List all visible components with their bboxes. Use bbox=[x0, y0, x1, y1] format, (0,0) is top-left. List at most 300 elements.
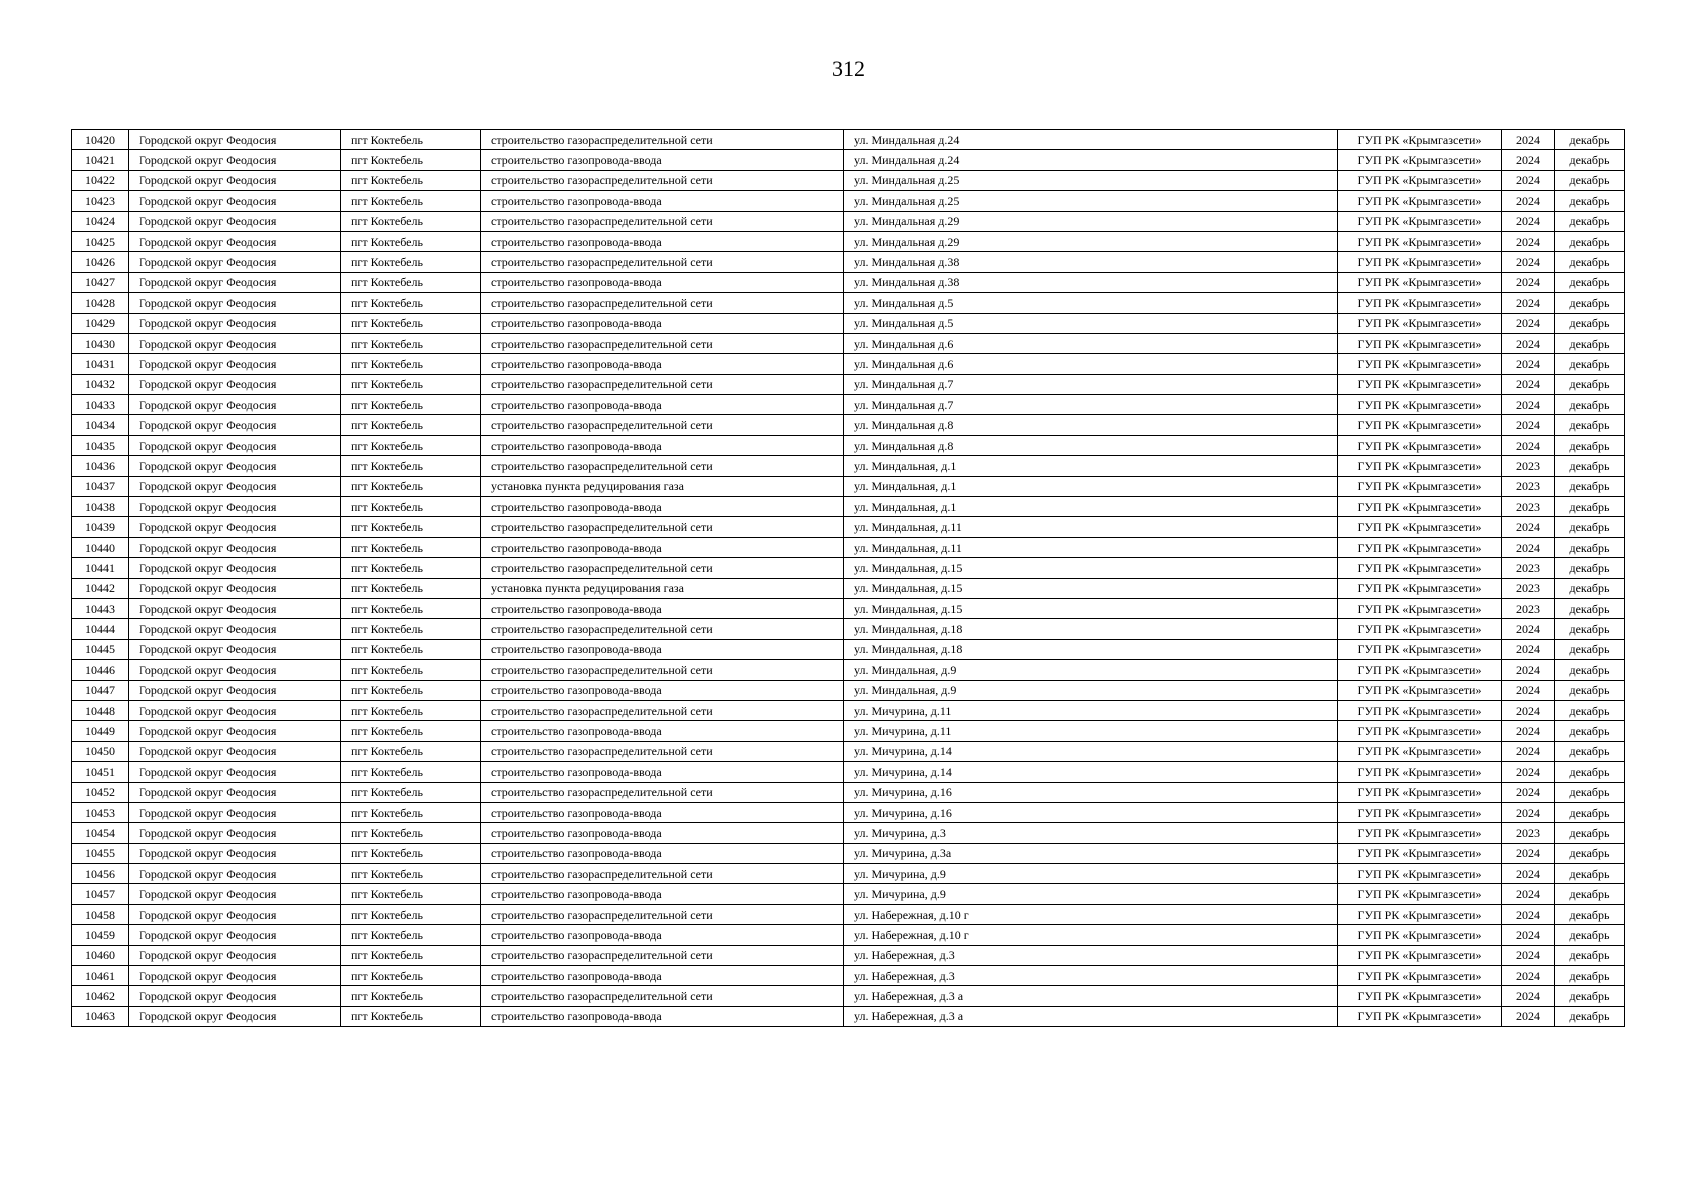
cell-organization: ГУП РК «Крымгазсети» bbox=[1338, 782, 1502, 802]
cell-settlement: пгт Коктебель bbox=[341, 476, 481, 496]
cell-municipality: Городской округ Феодосия bbox=[129, 721, 341, 741]
cell-address: ул. Миндальная д.5 bbox=[844, 293, 1338, 313]
cell-work-type: установка пункта редуцирования газа bbox=[481, 578, 844, 598]
cell-month: декабрь bbox=[1555, 476, 1625, 496]
cell-work-type: строительство газораспределительной сети bbox=[481, 517, 844, 537]
cell-month: декабрь bbox=[1555, 945, 1625, 965]
cell-organization: ГУП РК «Крымгазсети» bbox=[1338, 456, 1502, 476]
cell-month: декабрь bbox=[1555, 252, 1625, 272]
gas-works-table-container bbox=[71, 129, 1624, 1027]
cell-record-number: 10442 bbox=[72, 578, 129, 598]
cell-address: ул. Мичурина, д.16 bbox=[844, 802, 1338, 822]
cell-year: 2023 bbox=[1502, 578, 1555, 598]
cell-settlement: пгт Коктебель bbox=[341, 130, 481, 150]
cell-year: 2024 bbox=[1502, 130, 1555, 150]
cell-record-number: 10462 bbox=[72, 986, 129, 1006]
cell-address: ул. Миндальная, д.15 bbox=[844, 598, 1338, 618]
cell-record-number: 10459 bbox=[72, 925, 129, 945]
cell-record-number: 10458 bbox=[72, 904, 129, 924]
cell-municipality: Городской округ Феодосия bbox=[129, 884, 341, 904]
table-row bbox=[72, 741, 1625, 761]
cell-settlement: пгт Коктебель bbox=[341, 435, 481, 455]
cell-month: декабрь bbox=[1555, 170, 1625, 190]
cell-year: 2024 bbox=[1502, 925, 1555, 945]
cell-municipality: Городской округ Феодосия bbox=[129, 864, 341, 884]
cell-record-number: 10438 bbox=[72, 497, 129, 517]
cell-work-type: строительство газопровода-ввода bbox=[481, 823, 844, 843]
cell-organization: ГУП РК «Крымгазсети» bbox=[1338, 925, 1502, 945]
cell-year: 2024 bbox=[1502, 660, 1555, 680]
cell-record-number: 10423 bbox=[72, 191, 129, 211]
cell-record-number: 10434 bbox=[72, 415, 129, 435]
cell-work-type: строительство газопровода-ввода bbox=[481, 598, 844, 618]
cell-municipality: Городской округ Феодосия bbox=[129, 639, 341, 659]
cell-address: ул. Миндальная д.24 bbox=[844, 150, 1338, 170]
cell-work-type: строительство газопровода-ввода bbox=[481, 843, 844, 863]
table-row bbox=[72, 680, 1625, 700]
cell-organization: ГУП РК «Крымгазсети» bbox=[1338, 211, 1502, 231]
cell-year: 2024 bbox=[1502, 700, 1555, 720]
cell-municipality: Городской округ Феодосия bbox=[129, 293, 341, 313]
cell-work-type: установка пункта редуцирования газа bbox=[481, 476, 844, 496]
cell-work-type: строительство газораспределительной сети bbox=[481, 456, 844, 476]
cell-work-type: строительство газораспределительной сети bbox=[481, 782, 844, 802]
cell-organization: ГУП РК «Крымгазсети» bbox=[1338, 374, 1502, 394]
cell-record-number: 10456 bbox=[72, 864, 129, 884]
cell-address: ул. Набережная, д.3 bbox=[844, 966, 1338, 986]
cell-record-number: 10439 bbox=[72, 517, 129, 537]
cell-organization: ГУП РК «Крымгазсети» bbox=[1338, 191, 1502, 211]
table-row bbox=[72, 660, 1625, 680]
cell-settlement: пгт Коктебель bbox=[341, 823, 481, 843]
cell-municipality: Городской округ Феодосия bbox=[129, 231, 341, 251]
table-row bbox=[72, 272, 1625, 292]
cell-month: декабрь bbox=[1555, 395, 1625, 415]
cell-municipality: Городской округ Феодосия bbox=[129, 272, 341, 292]
cell-year: 2024 bbox=[1502, 150, 1555, 170]
cell-address: ул. Миндальная, д.9 bbox=[844, 660, 1338, 680]
cell-record-number: 10436 bbox=[72, 456, 129, 476]
cell-year: 2024 bbox=[1502, 721, 1555, 741]
cell-municipality: Городской округ Феодосия bbox=[129, 823, 341, 843]
cell-year: 2024 bbox=[1502, 639, 1555, 659]
cell-settlement: пгт Коктебель bbox=[341, 374, 481, 394]
cell-address: ул. Миндальная д.25 bbox=[844, 191, 1338, 211]
cell-organization: ГУП РК «Крымгазсети» bbox=[1338, 517, 1502, 537]
cell-address: ул. Миндальная, д.1 bbox=[844, 476, 1338, 496]
table-row bbox=[72, 435, 1625, 455]
cell-month: декабрь bbox=[1555, 1006, 1625, 1026]
cell-month: декабрь bbox=[1555, 374, 1625, 394]
cell-municipality: Городской округ Феодосия bbox=[129, 170, 341, 190]
cell-municipality: Городской округ Феодосия bbox=[129, 1006, 341, 1026]
cell-month: декабрь bbox=[1555, 558, 1625, 578]
cell-month: декабрь bbox=[1555, 293, 1625, 313]
cell-record-number: 10450 bbox=[72, 741, 129, 761]
cell-year: 2024 bbox=[1502, 741, 1555, 761]
cell-month: декабрь bbox=[1555, 639, 1625, 659]
cell-municipality: Городской округ Феодосия bbox=[129, 537, 341, 557]
cell-month: декабрь bbox=[1555, 211, 1625, 231]
cell-work-type: строительство газопровода-ввода bbox=[481, 639, 844, 659]
table-row bbox=[72, 986, 1625, 1006]
cell-work-type: строительство газораспределительной сети bbox=[481, 293, 844, 313]
cell-municipality: Городской округ Феодосия bbox=[129, 435, 341, 455]
cell-month: декабрь bbox=[1555, 966, 1625, 986]
table-row bbox=[72, 864, 1625, 884]
table-row bbox=[72, 904, 1625, 924]
cell-organization: ГУП РК «Крымгазсети» bbox=[1338, 966, 1502, 986]
cell-settlement: пгт Коктебель bbox=[341, 598, 481, 618]
cell-municipality: Городской округ Феодосия bbox=[129, 945, 341, 965]
cell-record-number: 10449 bbox=[72, 721, 129, 741]
table-row bbox=[72, 191, 1625, 211]
cell-work-type: строительство газопровода-ввода bbox=[481, 762, 844, 782]
cell-record-number: 10451 bbox=[72, 762, 129, 782]
cell-work-type: строительство газопровода-ввода bbox=[481, 680, 844, 700]
cell-settlement: пгт Коктебель bbox=[341, 354, 481, 374]
cell-month: декабрь bbox=[1555, 904, 1625, 924]
cell-municipality: Городской округ Феодосия bbox=[129, 374, 341, 394]
cell-organization: ГУП РК «Крымгазсети» bbox=[1338, 313, 1502, 333]
cell-address: ул. Набережная, д.3 а bbox=[844, 1006, 1338, 1026]
cell-record-number: 10431 bbox=[72, 354, 129, 374]
cell-month: декабрь bbox=[1555, 762, 1625, 782]
cell-organization: ГУП РК «Крымгазсети» bbox=[1338, 986, 1502, 1006]
cell-record-number: 10444 bbox=[72, 619, 129, 639]
cell-year: 2023 bbox=[1502, 497, 1555, 517]
cell-settlement: пгт Коктебель bbox=[341, 966, 481, 986]
cell-record-number: 10437 bbox=[72, 476, 129, 496]
cell-month: декабрь bbox=[1555, 884, 1625, 904]
cell-organization: ГУП РК «Крымгазсети» bbox=[1338, 333, 1502, 353]
cell-work-type: строительство газопровода-ввода bbox=[481, 150, 844, 170]
cell-year: 2024 bbox=[1502, 395, 1555, 415]
cell-work-type: строительство газопровода-ввода bbox=[481, 925, 844, 945]
cell-year: 2024 bbox=[1502, 211, 1555, 231]
cell-month: декабрь bbox=[1555, 660, 1625, 680]
cell-municipality: Городской округ Феодосия bbox=[129, 558, 341, 578]
cell-month: декабрь bbox=[1555, 721, 1625, 741]
cell-year: 2024 bbox=[1502, 374, 1555, 394]
table-row bbox=[72, 497, 1625, 517]
cell-record-number: 10421 bbox=[72, 150, 129, 170]
cell-month: декабрь bbox=[1555, 517, 1625, 537]
table-row bbox=[72, 333, 1625, 353]
table-row bbox=[72, 293, 1625, 313]
cell-month: декабрь bbox=[1555, 191, 1625, 211]
cell-record-number: 10425 bbox=[72, 231, 129, 251]
cell-year: 2024 bbox=[1502, 782, 1555, 802]
cell-organization: ГУП РК «Крымгазсети» bbox=[1338, 150, 1502, 170]
table-row bbox=[72, 843, 1625, 863]
cell-municipality: Городской округ Феодосия bbox=[129, 191, 341, 211]
cell-month: декабрь bbox=[1555, 823, 1625, 843]
cell-record-number: 10433 bbox=[72, 395, 129, 415]
cell-work-type: строительство газопровода-ввода bbox=[481, 537, 844, 557]
cell-organization: ГУП РК «Крымгазсети» bbox=[1338, 680, 1502, 700]
table-row bbox=[72, 415, 1625, 435]
table-row bbox=[72, 558, 1625, 578]
cell-organization: ГУП РК «Крымгазсети» bbox=[1338, 293, 1502, 313]
table-row bbox=[72, 966, 1625, 986]
cell-year: 2024 bbox=[1502, 945, 1555, 965]
cell-address: ул. Миндальная д.7 bbox=[844, 374, 1338, 394]
cell-record-number: 10426 bbox=[72, 252, 129, 272]
cell-organization: ГУП РК «Крымгазсети» bbox=[1338, 558, 1502, 578]
cell-record-number: 10454 bbox=[72, 823, 129, 843]
cell-work-type: строительство газораспределительной сети bbox=[481, 170, 844, 190]
cell-address: ул. Миндальная д.29 bbox=[844, 211, 1338, 231]
cell-address: ул. Миндальная, д.9 bbox=[844, 680, 1338, 700]
cell-address: ул. Миндальная, д.15 bbox=[844, 558, 1338, 578]
cell-organization: ГУП РК «Крымгазсети» bbox=[1338, 130, 1502, 150]
cell-address: ул. Мичурина, д.16 bbox=[844, 782, 1338, 802]
cell-settlement: пгт Коктебель bbox=[341, 660, 481, 680]
cell-record-number: 10427 bbox=[72, 272, 129, 292]
cell-municipality: Городской округ Феодосия bbox=[129, 598, 341, 618]
cell-settlement: пгт Коктебель bbox=[341, 700, 481, 720]
cell-record-number: 10446 bbox=[72, 660, 129, 680]
cell-record-number: 10457 bbox=[72, 884, 129, 904]
cell-month: декабрь bbox=[1555, 231, 1625, 251]
cell-record-number: 10428 bbox=[72, 293, 129, 313]
table-row bbox=[72, 517, 1625, 537]
cell-work-type: строительство газопровода-ввода bbox=[481, 395, 844, 415]
cell-address: ул. Мичурина, д.3а bbox=[844, 843, 1338, 863]
cell-organization: ГУП РК «Крымгазсети» bbox=[1338, 272, 1502, 292]
cell-settlement: пгт Коктебель bbox=[341, 986, 481, 1006]
cell-municipality: Городской округ Феодосия bbox=[129, 782, 341, 802]
cell-municipality: Городской округ Феодосия bbox=[129, 313, 341, 333]
cell-address: ул. Миндальная, д.11 bbox=[844, 517, 1338, 537]
cell-year: 2023 bbox=[1502, 598, 1555, 618]
cell-month: декабрь bbox=[1555, 130, 1625, 150]
cell-municipality: Городской округ Феодосия bbox=[129, 211, 341, 231]
cell-settlement: пгт Коктебель bbox=[341, 191, 481, 211]
cell-settlement: пгт Коктебель bbox=[341, 558, 481, 578]
cell-settlement: пгт Коктебель bbox=[341, 802, 481, 822]
cell-organization: ГУП РК «Крымгазсети» bbox=[1338, 762, 1502, 782]
cell-organization: ГУП РК «Крымгазсети» bbox=[1338, 578, 1502, 598]
cell-settlement: пгт Коктебель bbox=[341, 231, 481, 251]
cell-year: 2023 bbox=[1502, 558, 1555, 578]
cell-work-type: строительство газораспределительной сети bbox=[481, 415, 844, 435]
cell-work-type: строительство газораспределительной сети bbox=[481, 252, 844, 272]
table-row bbox=[72, 537, 1625, 557]
cell-settlement: пгт Коктебель bbox=[341, 211, 481, 231]
cell-year: 2024 bbox=[1502, 537, 1555, 557]
table-row bbox=[72, 578, 1625, 598]
cell-record-number: 10460 bbox=[72, 945, 129, 965]
cell-year: 2024 bbox=[1502, 864, 1555, 884]
cell-year: 2024 bbox=[1502, 517, 1555, 537]
cell-municipality: Городской округ Феодосия bbox=[129, 986, 341, 1006]
cell-month: декабрь bbox=[1555, 802, 1625, 822]
cell-record-number: 10453 bbox=[72, 802, 129, 822]
cell-settlement: пгт Коктебель bbox=[341, 741, 481, 761]
cell-municipality: Городской округ Феодосия bbox=[129, 354, 341, 374]
cell-municipality: Городской округ Феодосия bbox=[129, 741, 341, 761]
cell-month: декабрь bbox=[1555, 986, 1625, 1006]
cell-work-type: строительство газопровода-ввода bbox=[481, 435, 844, 455]
cell-settlement: пгт Коктебель bbox=[341, 721, 481, 741]
cell-year: 2024 bbox=[1502, 966, 1555, 986]
cell-municipality: Городской округ Феодосия bbox=[129, 802, 341, 822]
cell-month: декабрь bbox=[1555, 700, 1625, 720]
cell-year: 2024 bbox=[1502, 802, 1555, 822]
cell-work-type: строительство газопровода-ввода bbox=[481, 231, 844, 251]
cell-work-type: строительство газопровода-ввода bbox=[481, 272, 844, 292]
cell-month: декабрь bbox=[1555, 272, 1625, 292]
cell-settlement: пгт Коктебель bbox=[341, 904, 481, 924]
cell-organization: ГУП РК «Крымгазсети» bbox=[1338, 354, 1502, 374]
table-row bbox=[72, 925, 1625, 945]
cell-year: 2024 bbox=[1502, 1006, 1555, 1026]
cell-settlement: пгт Коктебель bbox=[341, 639, 481, 659]
cell-month: декабрь bbox=[1555, 497, 1625, 517]
cell-address: ул. Мичурина, д.14 bbox=[844, 762, 1338, 782]
cell-address: ул. Миндальная д.8 bbox=[844, 435, 1338, 455]
table-row bbox=[72, 823, 1625, 843]
cell-work-type: строительство газораспределительной сети bbox=[481, 558, 844, 578]
cell-work-type: строительство газораспределительной сети bbox=[481, 374, 844, 394]
cell-organization: ГУП РК «Крымгазсети» bbox=[1338, 904, 1502, 924]
cell-month: декабрь bbox=[1555, 680, 1625, 700]
cell-settlement: пгт Коктебель bbox=[341, 762, 481, 782]
cell-year: 2023 bbox=[1502, 823, 1555, 843]
cell-organization: ГУП РК «Крымгазсети» bbox=[1338, 497, 1502, 517]
cell-work-type: строительство газораспределительной сети bbox=[481, 986, 844, 1006]
cell-settlement: пгт Коктебель bbox=[341, 884, 481, 904]
table-row bbox=[72, 374, 1625, 394]
table-row bbox=[72, 619, 1625, 639]
cell-year: 2024 bbox=[1502, 680, 1555, 700]
page-number: 312 bbox=[832, 56, 865, 81]
cell-municipality: Городской округ Феодосия bbox=[129, 252, 341, 272]
cell-month: декабрь bbox=[1555, 354, 1625, 374]
cell-address: ул. Мичурина, д.3 bbox=[844, 823, 1338, 843]
cell-municipality: Городской округ Феодосия bbox=[129, 925, 341, 945]
cell-organization: ГУП РК «Крымгазсети» bbox=[1338, 721, 1502, 741]
cell-year: 2024 bbox=[1502, 170, 1555, 190]
cell-organization: ГУП РК «Крымгазсети» bbox=[1338, 864, 1502, 884]
cell-month: декабрь bbox=[1555, 578, 1625, 598]
cell-address: ул. Мичурина, д.11 bbox=[844, 721, 1338, 741]
cell-organization: ГУП РК «Крымгазсети» bbox=[1338, 476, 1502, 496]
cell-month: декабрь bbox=[1555, 619, 1625, 639]
cell-settlement: пгт Коктебель bbox=[341, 925, 481, 945]
cell-organization: ГУП РК «Крымгазсети» bbox=[1338, 415, 1502, 435]
cell-year: 2024 bbox=[1502, 762, 1555, 782]
cell-organization: ГУП РК «Крымгазсети» bbox=[1338, 231, 1502, 251]
cell-record-number: 10445 bbox=[72, 639, 129, 659]
cell-work-type: строительство газораспределительной сети bbox=[481, 130, 844, 150]
table-row bbox=[72, 313, 1625, 333]
cell-year: 2024 bbox=[1502, 619, 1555, 639]
cell-record-number: 10422 bbox=[72, 170, 129, 190]
cell-settlement: пгт Коктебель bbox=[341, 945, 481, 965]
cell-record-number: 10430 bbox=[72, 333, 129, 353]
cell-record-number: 10463 bbox=[72, 1006, 129, 1026]
cell-settlement: пгт Коктебель bbox=[341, 170, 481, 190]
cell-address: ул. Миндальная д.24 bbox=[844, 130, 1338, 150]
cell-record-number: 10447 bbox=[72, 680, 129, 700]
cell-organization: ГУП РК «Крымгазсети» bbox=[1338, 660, 1502, 680]
cell-record-number: 10429 bbox=[72, 313, 129, 333]
table-row bbox=[72, 211, 1625, 231]
cell-address: ул. Миндальная д.8 bbox=[844, 415, 1338, 435]
cell-address: ул. Набережная, д.10 г bbox=[844, 904, 1338, 924]
cell-work-type: строительство газораспределительной сети bbox=[481, 333, 844, 353]
table-row bbox=[72, 721, 1625, 741]
cell-address: ул. Мичурина, д.9 bbox=[844, 884, 1338, 904]
cell-record-number: 10435 bbox=[72, 435, 129, 455]
cell-organization: ГУП РК «Крымгазсети» bbox=[1338, 619, 1502, 639]
cell-municipality: Городской округ Феодосия bbox=[129, 904, 341, 924]
cell-settlement: пгт Коктебель bbox=[341, 537, 481, 557]
cell-month: декабрь bbox=[1555, 782, 1625, 802]
cell-month: декабрь bbox=[1555, 537, 1625, 557]
cell-settlement: пгт Коктебель bbox=[341, 150, 481, 170]
cell-record-number: 10420 bbox=[72, 130, 129, 150]
cell-settlement: пгт Коктебель bbox=[341, 578, 481, 598]
cell-organization: ГУП РК «Крымгазсети» bbox=[1338, 843, 1502, 863]
cell-year: 2024 bbox=[1502, 272, 1555, 292]
cell-month: декабрь bbox=[1555, 415, 1625, 435]
cell-settlement: пгт Коктебель bbox=[341, 517, 481, 537]
table-row bbox=[72, 782, 1625, 802]
cell-organization: ГУП РК «Крымгазсети» bbox=[1338, 1006, 1502, 1026]
cell-municipality: Городской округ Феодосия bbox=[129, 517, 341, 537]
cell-record-number: 10441 bbox=[72, 558, 129, 578]
table-row bbox=[72, 456, 1625, 476]
cell-work-type: строительство газопровода-ввода bbox=[481, 966, 844, 986]
gas-works-table bbox=[71, 129, 1625, 1027]
cell-year: 2024 bbox=[1502, 904, 1555, 924]
cell-settlement: пгт Коктебель bbox=[341, 497, 481, 517]
cell-work-type: строительство газораспределительной сети bbox=[481, 700, 844, 720]
cell-work-type: строительство газораспределительной сети bbox=[481, 904, 844, 924]
cell-month: декабрь bbox=[1555, 925, 1625, 945]
cell-address: ул. Набережная, д.3 а bbox=[844, 986, 1338, 1006]
cell-address: ул. Миндальная д.6 bbox=[844, 354, 1338, 374]
table-row bbox=[72, 639, 1625, 659]
table-row bbox=[72, 395, 1625, 415]
table-row bbox=[72, 762, 1625, 782]
cell-municipality: Городской округ Феодосия bbox=[129, 415, 341, 435]
cell-record-number: 10448 bbox=[72, 700, 129, 720]
cell-settlement: пгт Коктебель bbox=[341, 313, 481, 333]
cell-municipality: Городской округ Феодосия bbox=[129, 843, 341, 863]
cell-year: 2024 bbox=[1502, 333, 1555, 353]
cell-settlement: пгт Коктебель bbox=[341, 333, 481, 353]
cell-work-type: строительство газопровода-ввода bbox=[481, 191, 844, 211]
table-row bbox=[72, 1006, 1625, 1026]
cell-year: 2024 bbox=[1502, 354, 1555, 374]
cell-work-type: строительство газопровода-ввода bbox=[481, 497, 844, 517]
cell-organization: ГУП РК «Крымгазсети» bbox=[1338, 395, 1502, 415]
cell-address: ул. Миндальная д.29 bbox=[844, 231, 1338, 251]
cell-address: ул. Набережная, д.3 bbox=[844, 945, 1338, 965]
cell-municipality: Городской округ Феодосия bbox=[129, 456, 341, 476]
cell-work-type: строительство газопровода-ввода bbox=[481, 354, 844, 374]
cell-month: декабрь bbox=[1555, 150, 1625, 170]
cell-month: декабрь bbox=[1555, 333, 1625, 353]
cell-municipality: Городской округ Феодосия bbox=[129, 700, 341, 720]
cell-settlement: пгт Коктебель bbox=[341, 252, 481, 272]
cell-settlement: пгт Коктебель bbox=[341, 272, 481, 292]
